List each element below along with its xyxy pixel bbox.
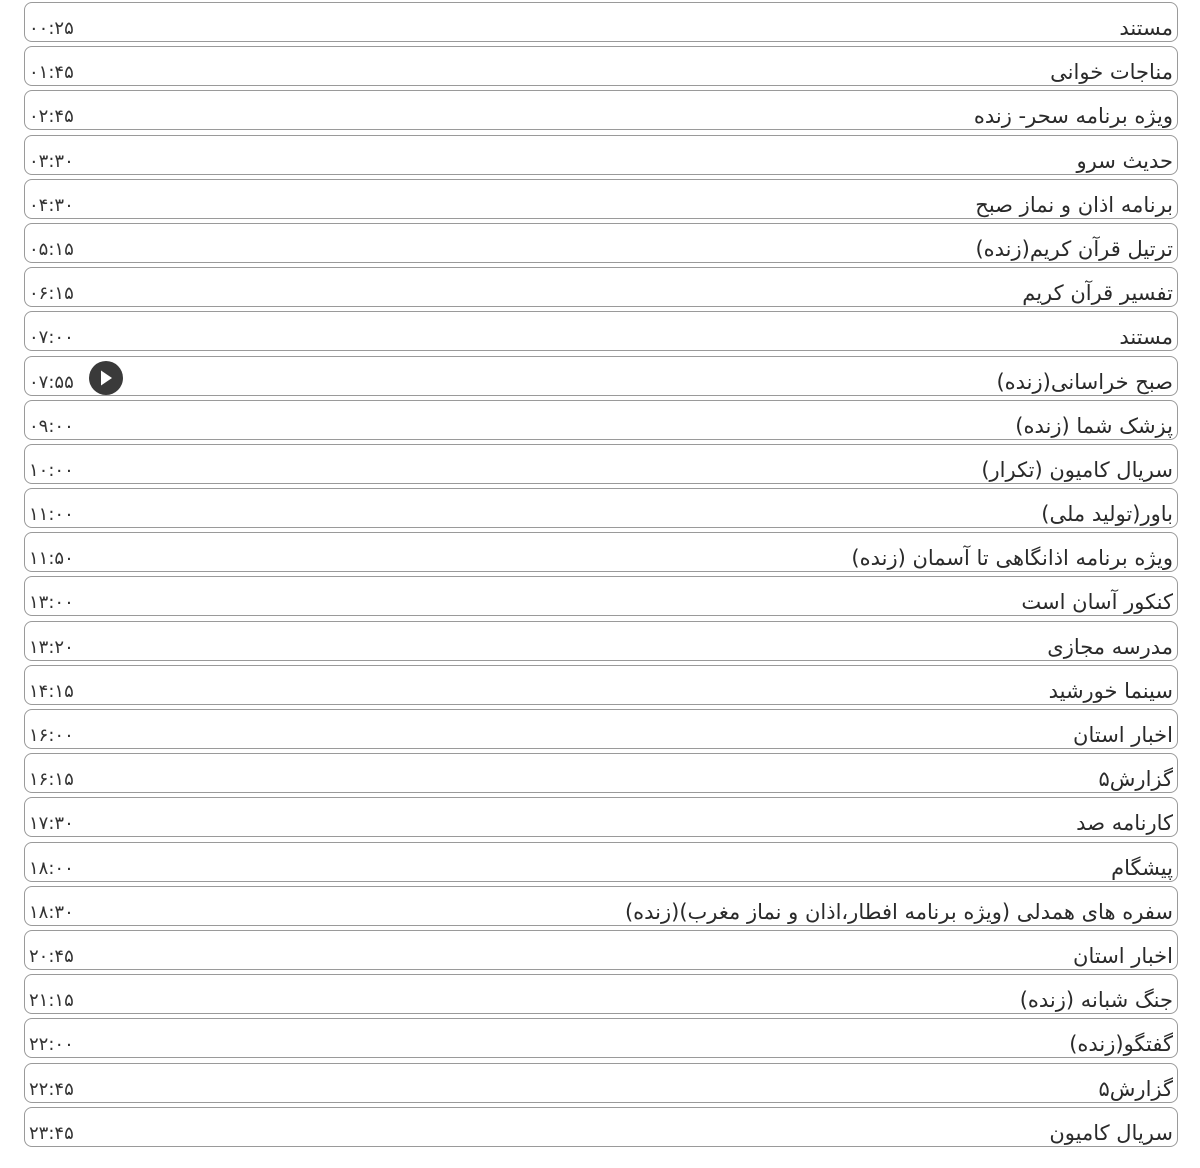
- schedule-row[interactable]: [24, 665, 1178, 705]
- program-time: ۱۳:۰۰: [29, 592, 74, 614]
- program-time: ۱۸:۰۰: [29, 857, 74, 879]
- schedule-row[interactable]: [24, 135, 1178, 175]
- schedule-row[interactable]: [24, 488, 1178, 528]
- program-time: ۱۸:۳۰: [29, 901, 74, 923]
- schedule-row[interactable]: [24, 974, 1178, 1014]
- program-title: سینما خورشید: [1048, 678, 1173, 703]
- schedule-row[interactable]: [24, 356, 1178, 396]
- program-time: ۰۱:۴۵: [29, 62, 74, 84]
- program-title: سریال کامیون (تکرار): [981, 457, 1173, 482]
- program-time: ۲۳:۴۵: [29, 1122, 74, 1144]
- schedule-row[interactable]: [24, 90, 1178, 130]
- program-time: ۰۹:۰۰: [29, 415, 74, 437]
- program-time: ۱۶:۱۵: [29, 769, 74, 791]
- schedule-row[interactable]: [24, 223, 1178, 263]
- program-title: مستند: [1119, 325, 1173, 350]
- schedule-row[interactable]: [24, 709, 1178, 749]
- schedule-row[interactable]: [24, 1107, 1178, 1147]
- program-title: مستند: [1119, 16, 1173, 40]
- program-time: ۱۷:۳۰: [29, 813, 74, 835]
- program-time: ۲۰:۴۵: [29, 945, 74, 967]
- schedule-row[interactable]: [24, 930, 1178, 970]
- schedule-row[interactable]: [24, 842, 1178, 882]
- program-time: ۲۲:۰۰: [29, 1034, 74, 1056]
- program-title: گزارش۵: [1098, 767, 1173, 792]
- program-title: اخبار استان: [1073, 723, 1173, 747]
- program-time: ۲۱:۱۵: [29, 990, 74, 1012]
- program-time: ۰۷:۵۵: [29, 371, 74, 393]
- program-title: صبح خراسانی(زنده): [996, 369, 1173, 394]
- program-title: ویژه برنامه اذانگاهی تا آسمان (زنده): [851, 546, 1173, 571]
- schedule-row[interactable]: [24, 532, 1178, 572]
- program-title: مناجات خوانی: [1050, 60, 1173, 85]
- program-title: کارنامه صد: [1076, 811, 1173, 836]
- program-title: گفتگو(زنده): [1069, 1032, 1173, 1057]
- program-time: ۰۵:۱۵: [29, 238, 74, 260]
- program-time: ۰۴:۳۰: [29, 194, 74, 216]
- schedule-row[interactable]: [24, 576, 1178, 616]
- schedule-row[interactable]: [24, 886, 1178, 926]
- program-title: سفره های همدلی (ویژه برنامه افطار،اذان و نماز مغرب)(زنده): [624, 899, 1173, 924]
- schedule-row[interactable]: [24, 797, 1178, 837]
- schedule-row[interactable]: [24, 46, 1178, 86]
- program-title: مدرسه مجازی: [1047, 634, 1173, 659]
- program-time: ۰۲:۴۵: [29, 106, 74, 128]
- schedule-row[interactable]: [24, 444, 1178, 484]
- program-title: پیشگام: [1111, 855, 1173, 880]
- program-title: گزارش۵: [1098, 1076, 1173, 1101]
- program-title: جنگ شبانه (زنده): [1019, 988, 1173, 1013]
- program-time: ۰۶:۱۵: [29, 283, 74, 305]
- program-time: ۱۰:۰۰: [29, 459, 74, 481]
- program-title: پزشک شما (زنده): [1015, 413, 1173, 438]
- program-title: تفسیر قرآن کریم: [1022, 281, 1173, 306]
- schedule-row[interactable]: [24, 1063, 1178, 1103]
- schedule-row[interactable]: [24, 400, 1178, 440]
- schedule-row[interactable]: [24, 621, 1178, 661]
- program-time: ۰۳:۳۰: [29, 150, 74, 172]
- schedule-list: [24, 2, 1178, 1151]
- program-title: اخبار استان: [1073, 943, 1173, 968]
- schedule-row[interactable]: [24, 2, 1178, 42]
- program-time: ۱۳:۲۰: [29, 636, 74, 658]
- program-time: ۰۰:۲۵: [29, 18, 74, 39]
- program-title: ترتیل قرآن کریم(زنده): [975, 236, 1173, 261]
- schedule-row[interactable]: [24, 311, 1178, 351]
- program-title: کنکور آسان است: [1021, 590, 1173, 615]
- schedule-row[interactable]: [24, 753, 1178, 793]
- program-time: ۱۱:۵۰: [29, 548, 74, 570]
- play-icon[interactable]: [89, 361, 123, 395]
- program-time: ۲۲:۴۵: [29, 1078, 74, 1100]
- program-title: سریال کامیون: [1049, 1120, 1173, 1145]
- schedule-row[interactable]: [24, 267, 1178, 307]
- program-time: ۱۱:۰۰: [29, 504, 74, 526]
- program-time: ۱۶:۰۰: [29, 725, 74, 746]
- schedule-row[interactable]: [24, 179, 1178, 219]
- program-title: برنامه اذان و نماز صبح: [975, 192, 1173, 217]
- program-time: ۱۴:۱۵: [29, 680, 74, 702]
- program-time: ۰۷:۰۰: [29, 327, 74, 349]
- program-title: باور(تولید ملی): [1041, 502, 1173, 527]
- program-title: حدیث سرو: [1076, 148, 1173, 173]
- schedule-row[interactable]: [24, 1018, 1178, 1058]
- program-title: ویژه برنامه سحر- زنده: [973, 104, 1173, 129]
